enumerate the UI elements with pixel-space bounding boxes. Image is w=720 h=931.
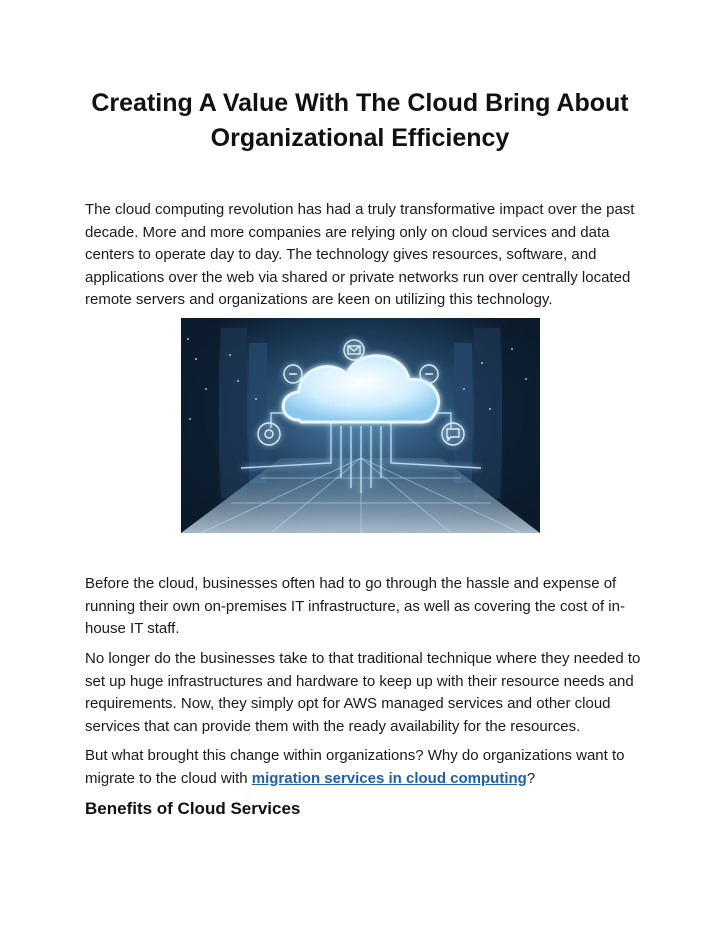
paragraph-text-end: ? [526,769,536,787]
paragraph-text: But what brought this change within organizations? Why do organizations want to migrate to the cloud with [85,747,625,787]
paragraph-migration-question [85,745,641,790]
section-heading-benefits: Benefits of Cloud Services [85,799,301,818]
paragraph-traditional-technique: No longer do the businesses take to that traditional technique where they needed to set up huge infrastructures and hardware to keep up with their resource needs and requirements. Now, they simply opt for AWS managed services and other cloud services that can provide them with the ready availability for the resources. [85,650,641,735]
paragraph-before-cloud: Before the cloud, businesses often had to go through the hassle and expense of running their own on-premises IT infrastructure, as well as covering the cost of in-house IT staff. [85,575,625,637]
migration-services-link[interactable]: migration services in cloud computing [251,769,527,787]
cloud-hero-image [181,318,540,533]
page-title: Creating A Value With The Cloud Bring About Organizational Efficiency [91,89,629,152]
intro-paragraph: The cloud computing revolution has had a truly transformative impact over the past decade. More and more companies are relying only on cloud services and data centers to operate day to day. The technology gives resources, software, and applications over the web via shared or private networks run over centrally located remote servers and organizations are keen on utilizing this technology. [85,201,635,308]
